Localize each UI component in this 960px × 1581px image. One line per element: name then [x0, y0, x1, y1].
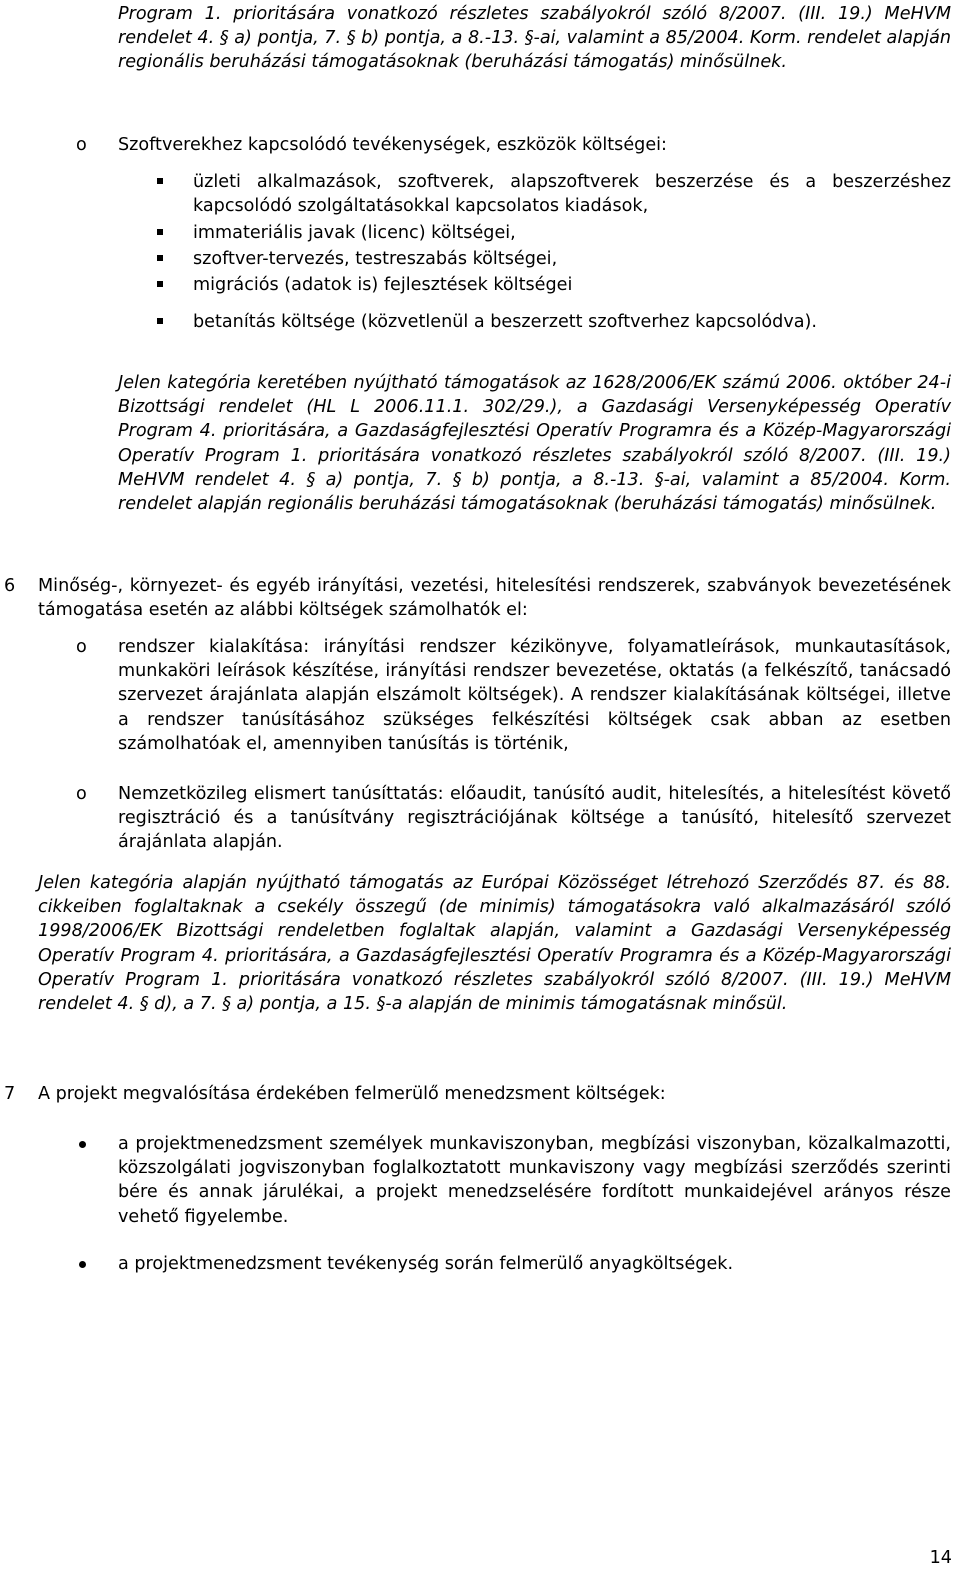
round-bullet-icon — [79, 1141, 86, 1148]
section-6-item-marker: o — [76, 637, 87, 657]
section-6-note: Jelen kategória alapján nyújtható támogatás az Európai Közösséget létrehozó Szerződés 87. és 88. cikkeiben foglaltaknak a csekély összegű (de minimis) támogatásokra való alkalmazásáról szóló 1998/2006/EK Bizottsági rendeletben foglaltak alapján, valamint a Gazdasági Versenyképesség Operatív Program 4. prioritására, a Gazdaságfejlesztési Operatív Programra és a Közép-Magyarországi Operatív Program 1. prioritására vonatkozó részletes szabályokról szóló 8/2007. (III. 19.) MeHVM rendelet 4. § d), a 7. § a) pontja, a 15. §-a alapján de minimis támogatásnak minősül. — [38, 873, 951, 1015]
software-item: szoftver-tervezés, testreszabás költségei, — [193, 249, 558, 269]
square-bullet-icon — [157, 178, 163, 184]
page-number: 14 — [929, 1548, 952, 1568]
section-6-number: 6 — [4, 576, 16, 596]
section-7-item: a projektmenedzsment személyek munkaviszonyban, megbízási viszonyban, közalkalmazotti, közszolgálati jogviszonyban foglalkoztatott munkaviszony vagy megbízási szerződés szerinti bére és annak járulékai, a projekt menedzselésére fordított munkaidejével arányos része vehető figyelembe. — [118, 1134, 951, 1227]
software-heading: Szoftverekhez kapcsolódó tevékenységek, eszközök költségei: — [118, 135, 667, 155]
square-bullet-icon — [157, 255, 163, 261]
software-heading-marker: o — [76, 135, 87, 155]
intro-paragraph: Program 1. prioritására vonatkozó részletes szabályokról szóló 8/2007. (III. 19.) MeHVM rendelet 4. § a) pontja, 7. § b) pontja, a 8.-13. §-ai, valamint a 85/2004. Korm. rendelet alapján regionális beruházási támogatásoknak (beruházási támogatás) minősülnek. — [118, 4, 951, 73]
section-6-item: Nemzetközileg elismert tanúsíttatás: előaudit, tanúsító audit, hitelesítés, a hitelesítést követő regisztráció és a tanúsítvány regisztrációjának költsége a tanúsító, hitelesítő szervezet árajánlata alapján. — [118, 784, 951, 853]
software-item: betanítás költsége (közvetlenül a beszerzett szoftverhez kapcsolódva). — [193, 312, 817, 332]
software-item: immateriális javak (licenc) költségei, — [193, 223, 516, 243]
section-7-heading: A projekt megvalósítása érdekében felmerülő menedzsment költségek: — [38, 1084, 666, 1104]
software-item: üzleti alkalmazások, szoftverek, alapszoftverek beszerzése és a beszerzéshez kapcsolódó szolgáltatásokkal kapcsolatos kiadások, — [193, 172, 951, 217]
section-6-item-marker: o — [76, 784, 87, 804]
section-6-heading: Minőség-, környezet- és egyéb irányítási, vezetési, hitelesítési rendszerek, szabványok bevezetésének támogatása esetén az alábbi költségek számolhatók el: — [38, 576, 951, 621]
section-7-number: 7 — [4, 1084, 16, 1104]
software-item: migrációs (adatok is) fejlesztések költségei — [193, 275, 573, 295]
square-bullet-icon — [157, 318, 163, 324]
software-note: Jelen kategória keretében nyújtható támogatások az 1628/2006/EK számú 2006. október 24-i Bizottsági rendelet (HL L 2006.11.1. 302/29.), a Gazdasági Versenyképesség Operatív Program 4. prioritására, a Gazdaságfejlesztési Operatív Programra és a Közép-Magyarországi Operatív Program 1. prioritására vonatkozó részletes szabályokról szóló 8/2007. (III. 19.) MeHVM rendelet 4. § a) pontja, 7. § b) pontja, a 8.-13. §-ai, valamint a 85/2004. Korm. rendelet alapján regionális beruházási támogatásoknak (beruházási támogatás) minősülnek. — [118, 373, 951, 515]
round-bullet-icon — [79, 1261, 86, 1268]
square-bullet-icon — [157, 229, 163, 235]
section-7-item: a projektmenedzsment tevékenység során felmerülő anyagköltségek. — [118, 1254, 734, 1274]
square-bullet-icon — [157, 281, 163, 287]
section-6-item: rendszer kialakítása: irányítási rendszer kézikönyve, folyamatleírások, munkautasítások, munkaköri leírások készítése, irányítási rendszer bevezetése, oktatás (a felkészítő, tanácsadó szervezet árajánlata alapján elszámolt költségek). A rendszer kialakításának költségei, illetve a rendszer tanúsításához szükséges felkészítési költségek csak abban az esetben számolhatóak el, amennyiben tanúsítás is történik, — [118, 637, 951, 754]
